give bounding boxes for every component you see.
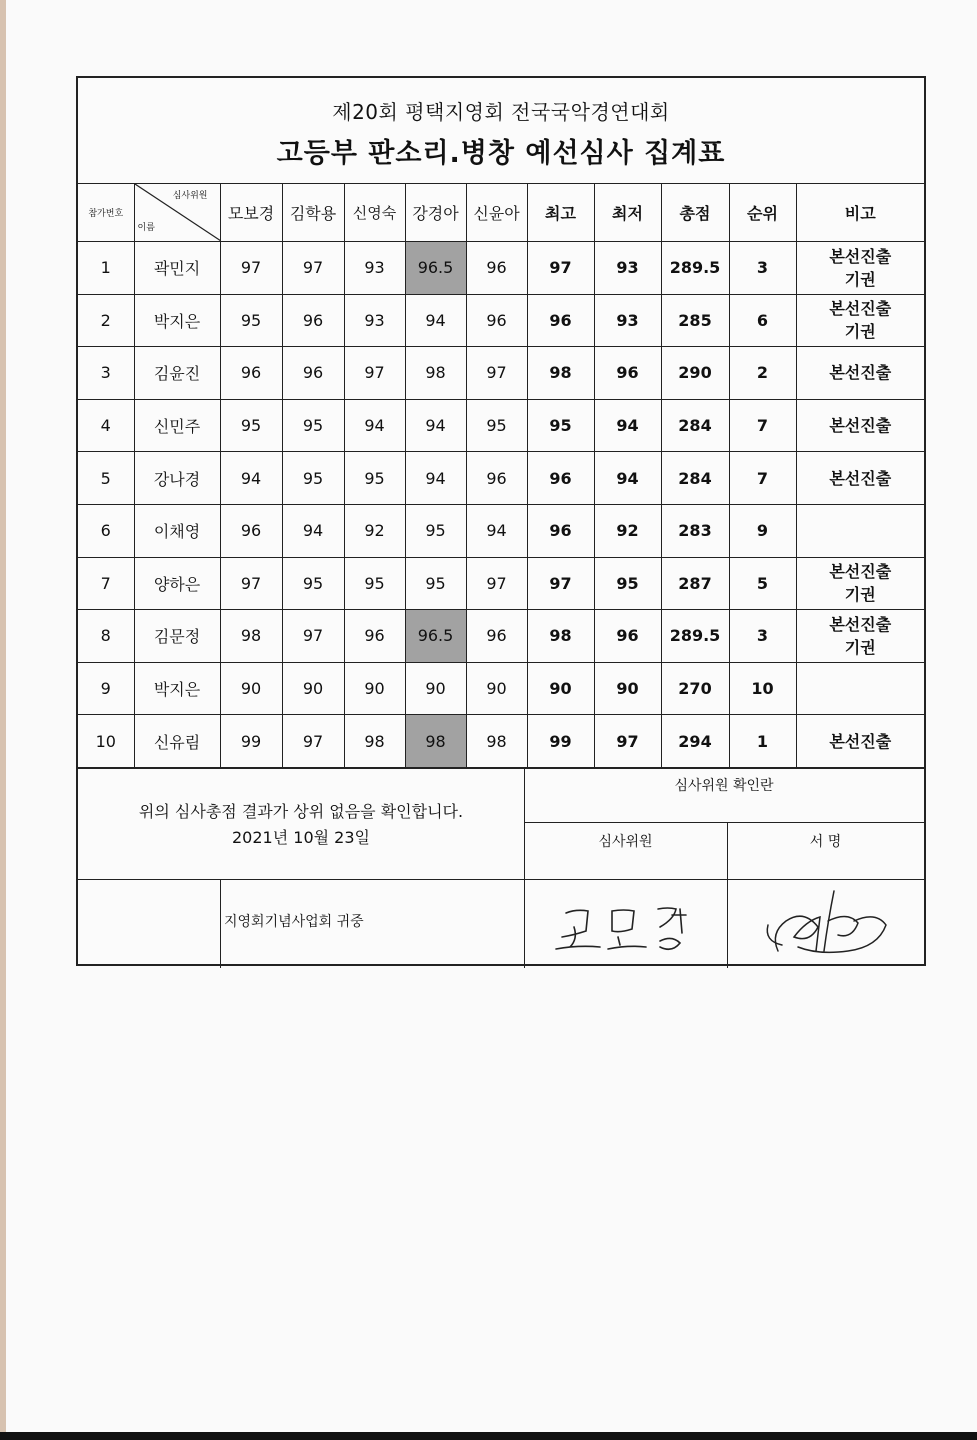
entry-no-cell: 2 [78, 294, 134, 347]
total-cell: 284 [661, 452, 729, 505]
confirmation-text: 위의 심사총점 결과가 상위 없음을 확인합니다. [138, 801, 464, 821]
score-cell: 95 [282, 452, 344, 505]
signature-label: 서 명 [809, 833, 842, 850]
min-cell: 90 [594, 662, 661, 715]
max-cell: 97 [527, 557, 594, 610]
header-judge: 김학용 [282, 184, 344, 242]
header-total: 총점 [661, 184, 729, 242]
table-row [78, 662, 924, 715]
header-judge: 신윤아 [466, 184, 527, 242]
name-cell: 김윤진 [134, 347, 220, 400]
note-cell [796, 557, 924, 610]
score-cell: 96 [466, 610, 527, 663]
score-cell: 96.5 [405, 242, 466, 295]
min-cell: 94 [594, 452, 661, 505]
score-cell: 97 [220, 557, 282, 610]
score-cell: 93 [344, 294, 405, 347]
score-cell: 97 [220, 242, 282, 295]
rank-cell: 9 [729, 504, 796, 557]
score-sheet [76, 76, 926, 966]
score-cell: 94 [220, 452, 282, 505]
total-cell: 294 [661, 715, 729, 768]
score-cell: 96 [220, 504, 282, 557]
handwritten-judge-name [548, 887, 718, 963]
score-cell: 97 [282, 715, 344, 768]
score-cell: 94 [466, 504, 527, 557]
note-cell [796, 347, 924, 400]
note-cell [796, 242, 924, 295]
footer [78, 768, 924, 967]
contest-title: 제20회 평택지영회 전국국악경연대회 [332, 100, 670, 124]
score-cell: 97 [466, 347, 527, 400]
score-cell: 95 [405, 504, 466, 557]
rank-cell: 7 [729, 452, 796, 505]
confirmation-date: 2021년 10월 23일 [232, 827, 370, 847]
score-cell: 97 [466, 557, 527, 610]
total-cell: 285 [661, 294, 729, 347]
rank-cell: 10 [729, 662, 796, 715]
min-cell: 96 [594, 347, 661, 400]
entry-no-cell: 1 [78, 242, 134, 295]
name-cell: 양하은 [134, 557, 220, 610]
score-cell: 98 [344, 715, 405, 768]
entry-no-cell: 7 [78, 557, 134, 610]
score-cell: 95 [405, 557, 466, 610]
max-cell: 97 [527, 242, 594, 295]
page-edge [0, 0, 6, 1440]
entry-no-cell: 6 [78, 504, 134, 557]
note-line: 본선진출 [829, 363, 892, 383]
score-cell: 98 [405, 347, 466, 400]
table-row [78, 242, 924, 295]
page-edge-bottom [0, 1432, 977, 1440]
min-cell: 97 [594, 715, 661, 768]
name-cell: 신민주 [134, 399, 220, 452]
score-cell: 90 [344, 662, 405, 715]
name-cell: 박지은 [134, 662, 220, 715]
score-cell: 96 [344, 610, 405, 663]
note-cell [796, 662, 924, 715]
rank-cell: 1 [729, 715, 796, 768]
total-cell: 270 [661, 662, 729, 715]
total-cell: 290 [661, 347, 729, 400]
note-line: 기권 [844, 269, 876, 289]
score-cell: 96 [466, 452, 527, 505]
rank-cell: 7 [729, 399, 796, 452]
note-line: 본선진출 [829, 416, 892, 436]
max-cell: 90 [527, 662, 594, 715]
entry-no-cell: 10 [78, 715, 134, 768]
score-table [78, 184, 924, 768]
score-cell: 97 [344, 347, 405, 400]
note-cell [796, 399, 924, 452]
score-cell: 96 [282, 294, 344, 347]
score-cell: 97 [282, 242, 344, 295]
score-cell: 94 [405, 294, 466, 347]
score-cell: 95 [344, 452, 405, 505]
table-row [78, 399, 924, 452]
note-cell [796, 610, 924, 663]
min-cell: 93 [594, 242, 661, 295]
max-cell: 99 [527, 715, 594, 768]
table-row [78, 557, 924, 610]
header-corner [134, 184, 220, 242]
score-cell: 98 [405, 715, 466, 768]
max-cell: 98 [527, 610, 594, 663]
score-cell: 96 [466, 242, 527, 295]
entry-no-cell: 3 [78, 347, 134, 400]
note-line: 기권 [844, 637, 876, 657]
rank-cell: 5 [729, 557, 796, 610]
note-line: 본선진출 [829, 299, 892, 319]
entry-no-cell: 5 [78, 452, 134, 505]
header-name-label: 이름 [137, 223, 155, 233]
entry-no-cell: 8 [78, 610, 134, 663]
table-row [78, 294, 924, 347]
score-cell: 90 [282, 662, 344, 715]
header-row [78, 184, 924, 242]
header-judge: 신영숙 [344, 184, 405, 242]
note-line: 기권 [844, 322, 876, 342]
sheet-title: 고등부 판소리.병창 예선심사 집계표 [276, 138, 726, 169]
score-cell: 95 [466, 399, 527, 452]
score-cell: 90 [220, 662, 282, 715]
score-cell: 99 [220, 715, 282, 768]
total-cell: 287 [661, 557, 729, 610]
total-cell: 289.5 [661, 610, 729, 663]
min-cell: 93 [594, 294, 661, 347]
recipient: 지영회기념사업회 귀중 [224, 913, 364, 930]
total-cell: 283 [661, 504, 729, 557]
score-cell: 95 [282, 399, 344, 452]
name-cell: 김문정 [134, 610, 220, 663]
score-cell: 98 [466, 715, 527, 768]
rank-cell: 3 [729, 610, 796, 663]
max-cell: 95 [527, 399, 594, 452]
score-cell: 90 [405, 662, 466, 715]
score-cell: 94 [405, 399, 466, 452]
header-entry-no: 참가번호 [78, 184, 134, 242]
score-cell: 96 [220, 347, 282, 400]
total-cell: 289.5 [661, 242, 729, 295]
max-cell: 98 [527, 347, 594, 400]
entry-no-cell: 9 [78, 662, 134, 715]
score-cell: 95 [220, 294, 282, 347]
header-rank: 순위 [729, 184, 796, 242]
note-line: 본선진출 [829, 246, 892, 266]
score-cell: 92 [344, 504, 405, 557]
max-cell: 96 [527, 294, 594, 347]
table-row [78, 347, 924, 400]
header-max: 최고 [527, 184, 594, 242]
note-cell [796, 715, 924, 768]
score-cell: 97 [282, 610, 344, 663]
header-min: 최저 [594, 184, 661, 242]
note-line: 본선진출 [829, 468, 892, 488]
header-judge: 강경아 [405, 184, 466, 242]
header-note: 비고 [796, 184, 924, 242]
table-row [78, 715, 924, 768]
score-cell: 98 [220, 610, 282, 663]
score-cell: 95 [220, 399, 282, 452]
score-cell: 95 [344, 557, 405, 610]
name-cell: 박지은 [134, 294, 220, 347]
judge-label: 심사위원 [598, 833, 653, 850]
header-judge: 모보경 [220, 184, 282, 242]
name-cell: 곽민지 [134, 242, 220, 295]
total-cell: 284 [661, 399, 729, 452]
table-row [78, 504, 924, 557]
score-cell: 90 [466, 662, 527, 715]
name-cell: 이채영 [134, 504, 220, 557]
note-line: 본선진출 [829, 731, 892, 751]
score-cell: 95 [282, 557, 344, 610]
note-cell [796, 452, 924, 505]
score-cell: 93 [344, 242, 405, 295]
name-cell: 강나경 [134, 452, 220, 505]
note-line: 기권 [844, 585, 876, 605]
header-judges-label: 심사위원 [172, 191, 208, 201]
max-cell: 96 [527, 504, 594, 557]
min-cell: 96 [594, 610, 661, 663]
name-cell: 신유림 [134, 715, 220, 768]
table-row [78, 452, 924, 505]
score-cell: 96 [282, 347, 344, 400]
rank-cell: 6 [729, 294, 796, 347]
note-cell [796, 504, 924, 557]
entry-no-cell: 4 [78, 399, 134, 452]
table-body [78, 242, 924, 768]
table-row [78, 610, 924, 663]
rank-cell: 3 [729, 242, 796, 295]
min-cell: 94 [594, 399, 661, 452]
signature-scribble [758, 881, 908, 965]
max-cell: 96 [527, 452, 594, 505]
score-cell: 96 [466, 294, 527, 347]
note-line: 본선진출 [829, 562, 892, 582]
score-cell: 96.5 [405, 610, 466, 663]
rank-cell: 2 [729, 347, 796, 400]
confirmation-statement [78, 799, 524, 851]
score-cell: 94 [282, 504, 344, 557]
note-cell [796, 294, 924, 347]
title-block [78, 78, 924, 184]
min-cell: 95 [594, 557, 661, 610]
score-cell: 94 [344, 399, 405, 452]
judge-confirm-title: 심사위원 확인란 [674, 777, 774, 794]
score-cell: 94 [405, 452, 466, 505]
note-line: 본선진출 [829, 614, 892, 634]
min-cell: 92 [594, 504, 661, 557]
